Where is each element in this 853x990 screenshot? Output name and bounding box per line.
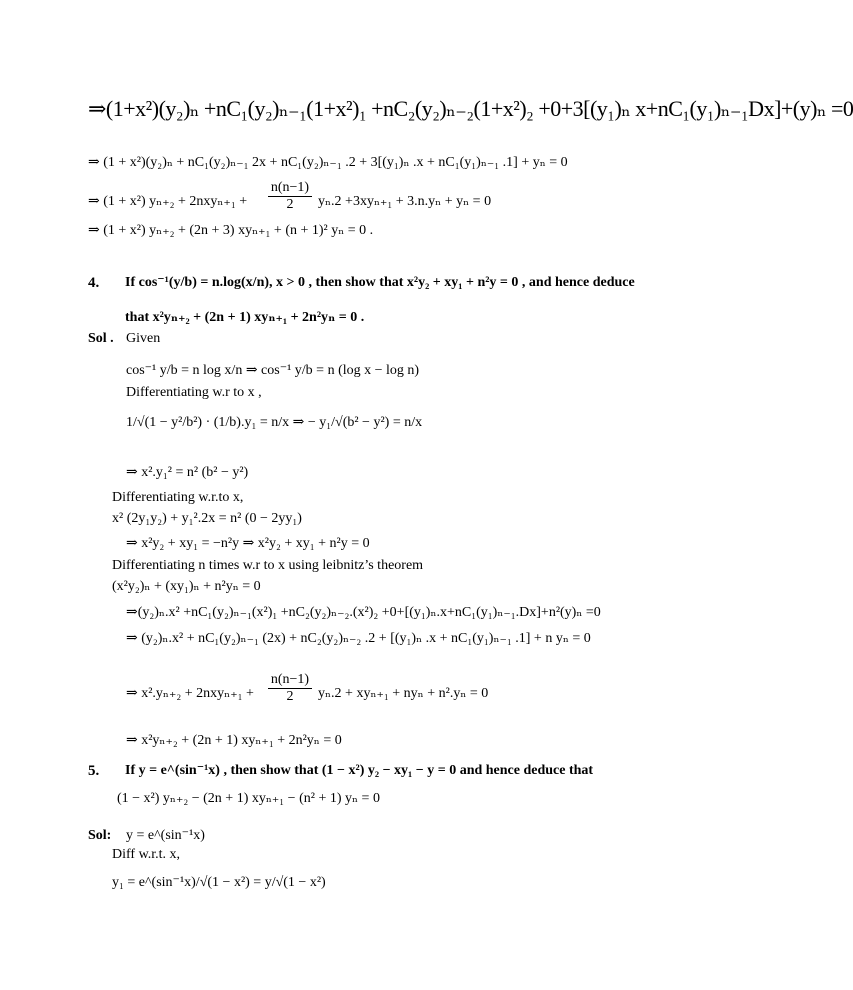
solution-label-2: Sol: bbox=[88, 828, 112, 843]
leibnitz-equation-3: ⇒ (y₂)ₙ.x² + nC₁(y₂)ₙ₋₁ (2x) + nC₂(y₂)ₙ₋₂ .2 + [(y₁)ₙ .x + nC₁(y₁)ₙ₋₁ .1] + n yₙ = 0 bbox=[126, 631, 591, 646]
fraction-denominator: 2 bbox=[268, 688, 312, 705]
derivative-equation-2: ⇒ x².y₁² = n² (b² − y²) bbox=[126, 465, 249, 480]
second-derivative-equation: x² (2y₁y₂) + y₁².2x = n² (0 − 2yy₁) bbox=[112, 511, 302, 526]
equation-line-3a: ⇒ (1 + x²) yₙ₊₂ + 2nxyₙ₊₁ + bbox=[88, 194, 248, 209]
given-label: Given bbox=[126, 331, 161, 346]
question-4-deduce: that x²yₙ₊₂ + (2n + 1) xyₙ₊₁ + 2n²yₙ = 0 . bbox=[125, 310, 365, 325]
question-4-number: 4. bbox=[88, 275, 100, 291]
second-derivative-result: ⇒ x²y₂ + xy₁ = −n²y ⇒ x²y₂ + xy₁ + n²y = 0 bbox=[126, 536, 370, 551]
derivative-equation-1: 1/√(1 − y²/b²) · (1/b).y₁ = n/x ⇒ − y₁/√(b² − y²) = n/x bbox=[126, 415, 423, 430]
equation-line-4: ⇒ (1 + x²) yₙ₊₂ + (2n + 3) xyₙ₊₁ + (n + 1)² yₙ = 0 . bbox=[88, 223, 374, 238]
leibnitz-equation-2: ⇒(y₂)ₙ.x² +nC₁(y₂)ₙ₋₁(x²)₁ +nC₂(y₂)ₙ₋₂.(x²)₂ +0+[(y₁)ₙ.x+nC₁(y₁)ₙ₋₁.Dx]+n²(y)ₙ =0 bbox=[126, 605, 601, 620]
question-4-statement: If cos⁻¹(y/b) = n.log(x/n), x > 0 , then show that x²y₂ + xy₁ + n²y = 0 , and hence deduce bbox=[125, 275, 635, 290]
fraction-numerator: n(n−1) bbox=[270, 180, 310, 195]
leibnitz-equation-4a: ⇒ x².yₙ₊₂ + 2nxyₙ₊₁ + bbox=[126, 686, 254, 701]
fraction-n-n-1-over-2-second bbox=[268, 672, 312, 705]
fraction-denominator: 2 bbox=[268, 196, 312, 213]
solution-2-given: y = e^(sin⁻¹x) bbox=[126, 828, 205, 843]
first-derivative-q5: y₁ = e^(sin⁻¹x)/√(1 − x²) = y/√(1 − x²) bbox=[112, 875, 326, 890]
differentiating-step-1: Differentiating w.r to x , bbox=[126, 385, 262, 400]
question-5-number: 5. bbox=[88, 763, 100, 779]
differentiating-step-3: Differentiating n times w.r to x using leibnitz’s theorem bbox=[112, 558, 424, 573]
equation-line-2: ⇒ (1 + x²)(y₂)ₙ + nC₁(y₂)ₙ₋₁ 2x + nC₁(y₂)ₙ₋₁ .2 + 3[(y₁)ₙ .x + nC₁(y₁)ₙ₋₁ .1] + yₙ = 0 bbox=[88, 155, 568, 170]
fraction-numerator: n(n−1) bbox=[270, 672, 310, 687]
solution-label: Sol . bbox=[88, 331, 114, 346]
final-result-q4: ⇒ x²yₙ₊₂ + (2n + 1) xyₙ₊₁ + 2n²yₙ = 0 bbox=[126, 733, 342, 748]
leibnitz-equation-4b: yₙ.2 + xyₙ₊₁ + nyₙ + n².yₙ = 0 bbox=[318, 686, 489, 701]
fraction-n-n-1-over-2 bbox=[268, 180, 312, 213]
equation-line-1: ⇒(1+x²)(y₂)ₙ +nC₁(y₂)ₙ₋₁(1+x²)₁ +nC₂(y₂)ₙ₋₂(1+x²)₂ +0+3[(y₁)ₙ x+nC₁(y₁)ₙ₋₁Dx]+(y)ₙ =0 bbox=[88, 96, 853, 121]
question-5-statement: If y = e^(sin⁻¹x) , then show that (1 − x²) y₂ − xy₁ − y = 0 and hence deduce that bbox=[125, 763, 594, 778]
question-5-deduce: (1 − x²) yₙ₊₂ − (2n + 1) xyₙ₊₁ − (n² + 1) yₙ = 0 bbox=[117, 791, 380, 806]
given-equation: cos⁻¹ y/b = n log x/n ⇒ cos⁻¹ y/b = n (log x − log n) bbox=[126, 363, 420, 378]
differentiating-step-4: Diff w.r.t. x, bbox=[112, 847, 181, 862]
differentiating-step-2: Differentiating w.r.to x, bbox=[112, 490, 244, 505]
leibnitz-equation-1: (x²y₂)ₙ + (xy₁)ₙ + n²yₙ = 0 bbox=[112, 579, 261, 594]
equation-line-3b: yₙ.2 +3xyₙ₊₁ + 3.n.yₙ + yₙ = 0 bbox=[318, 194, 492, 209]
